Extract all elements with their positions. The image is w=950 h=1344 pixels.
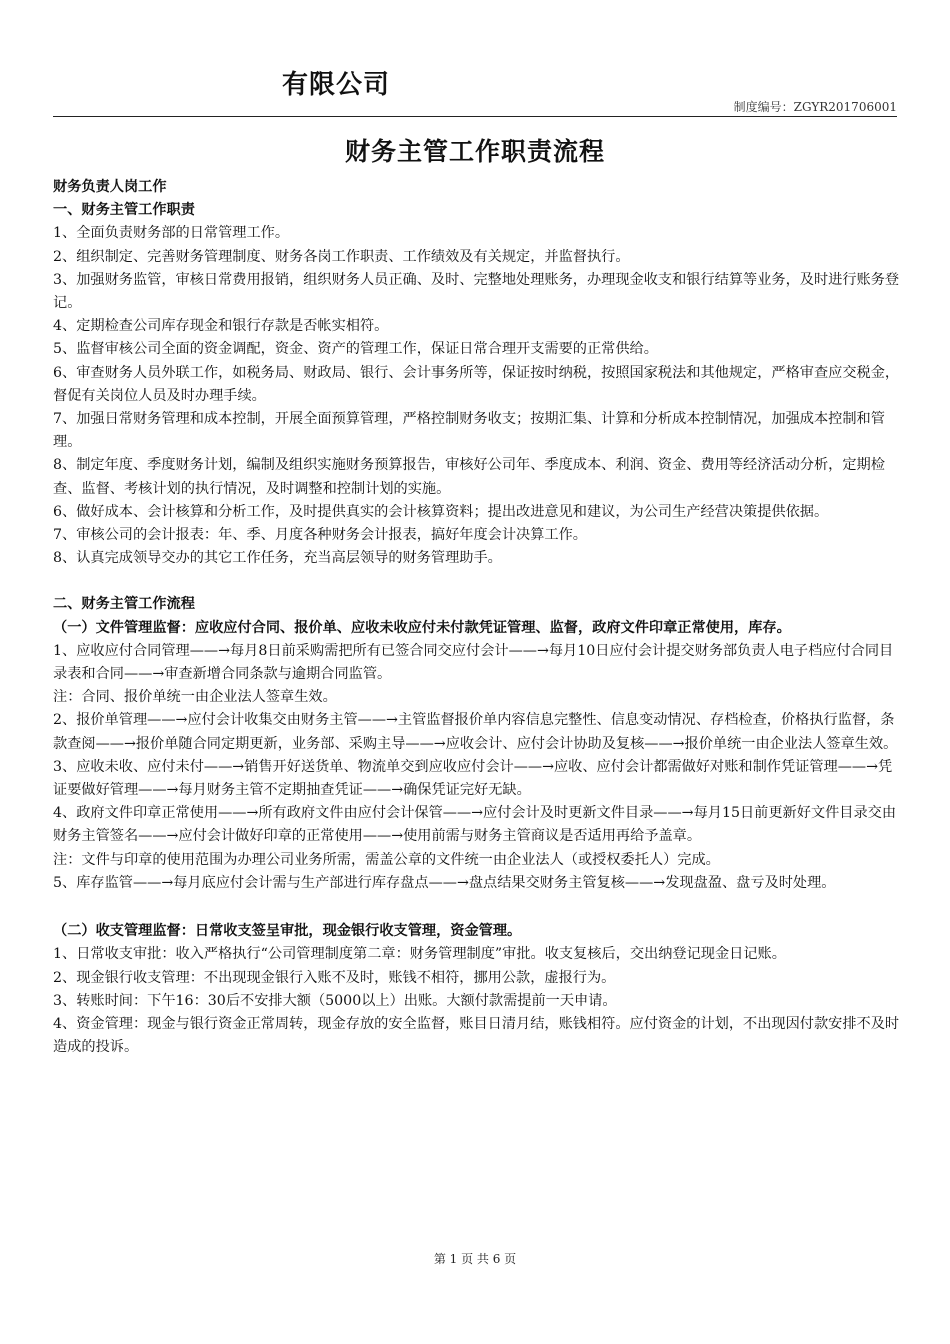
list-item: 2、现金银行收支管理：不出现现金银行入账不及时，账钱不相符，挪用公款，虚报行为。 — [53, 969, 616, 986]
subsection-heading-documents: （一）文件管理监督：应收应付合同、报价单、应收未收应付未付款凭证管理、监督，政府文件印章正常使用，库存。 — [53, 619, 791, 636]
list-item: 注：合同、报价单统一由企业法人签章生效。 — [53, 689, 337, 706]
list-item: 1、日常收支审批：收入严格执行“公司管理制度第二章：财务管理制度”审批。收支复核后，交出纳登记现金日记账。 — [53, 946, 786, 963]
duties-list — [53, 222, 901, 570]
list-item: 4、定期检查公司库存现金和银行存款是否帐实相符。 — [53, 318, 389, 335]
header-divider — [53, 116, 897, 117]
company-name: 有限公司 — [282, 70, 391, 100]
list-item: 8、认真完成领导交办的其它工作任务，充当高层领导的财务管理助手。 — [53, 550, 502, 567]
page-footer: 第 1 页 共 6 页 — [433, 1252, 517, 1266]
document-number: 制度编号：ZGYR201706001 — [733, 100, 897, 114]
list-item: 注：文件与印章的使用范围为办理公司业务所需，需盖公章的文件统一由企业法人（或授权委托人）完成。 — [53, 851, 720, 868]
list-item: 2、报价单管理——→应付会计收集交由财务主管——→主管监督报价单内容信息完整性、信息变动情况、存档检查，价格执行监督，条款查阅——→报价单随合同定期更新，业务部、采购主导——→应收会计、应付会计协助及复核——→报价单统一由企业法人签章生效。 — [53, 712, 898, 752]
list-item: 2、组织制定、完善财务管理制度、财务各岗工作职责、工作绩效及有关规定，并监督执行。 — [53, 248, 630, 265]
list-item: 7、加强日常财务管理和成本控制，开展全面预算管理，严格控制财务收支；按期汇集、计算和分析成本控制情况，加强成本控制和管理。 — [53, 411, 885, 451]
section-heading-duties: 一、财务主管工作职责 — [53, 202, 195, 219]
section-label: 财务负责人岗工作 — [53, 179, 167, 195]
list-item: 5、监督审核公司全面的资金调配，资金、资产的管理工作，保证日常合理开支需要的正常供给。 — [53, 341, 658, 358]
list-item: 4、资金管理：现金与银行资金正常周转，现金存放的安全监督，账目日清月结，账钱相符。应付资金的计划，不出现因付款安排不及时造成的投诉。 — [53, 1015, 900, 1056]
list-item: 3、应收未收、应付未付——→销售开好送货单、物流单交到应收应付会计——→应收、应付会计都需做好对账和制作凭证管理——→凭证要做好管理——→每月财务主管不定期抽查凭证——→确保凭证完好无缺。 — [53, 758, 893, 799]
subsection-heading-payments: （二）收支管理监督：日常收支签呈审批，现金银行收支管理，资金管理。 — [53, 923, 522, 940]
list-item: 6、审查财务人员外联工作，如税务局、财政局、银行、会计事务所等，保证按时纳税，按照国家税法和其他规定，严格审查应交税金，督促有关岗位人员及时办理手续。 — [53, 364, 900, 404]
payments-list — [53, 943, 901, 1059]
list-item: 3、加强财务监管，审核日常费用报销，组织财务人员正确、及时、完整地处理账务，办理现金收支和银行结算等业务，及时进行账务登记。 — [53, 271, 900, 312]
spacer — [53, 570, 901, 593]
list-item: 1、应收应付合同管理——→每月8日前采购需把所有已签合同交应付会计——→每月10日应付会计提交财务部负责人电子档应付合同目录表和合同——→审查新增合同条款与逾期合同监管。 — [53, 642, 894, 683]
document-body — [53, 176, 901, 1059]
documents-list — [53, 640, 901, 895]
list-item: 3、转账时间：下午16：30后不安排大额（5000以上）出账。大额付款需提前一天申请。 — [53, 992, 617, 1009]
document-title: 财务主管工作职责流程 — [344, 137, 605, 166]
list-item: 1、全面负责财务部的日常管理工作。 — [53, 225, 290, 242]
list-item: 4、政府文件印章正常使用——→所有政府文件由应付会计保管——→应付会计及时更新文件目录——→每月15日前更新好文件目录交由财务主管签名——→应付会计做好印章的正常使用——→使用前需与财务主管商议是否适用再给予盖章。 — [53, 805, 897, 845]
spacer — [53, 895, 901, 920]
section-heading-workflow: 二、财务主管工作流程 — [53, 596, 195, 613]
list-item: 6、做好成本、会计核算和分析工作，及时提供真实的会计核算资料；提出改进意见和建议，为公司生产经营决策提供依据。 — [53, 503, 829, 520]
list-item: 7、审核公司的会计报表：年、季、月度各种财务会计报表，搞好年度会计决算工作。 — [53, 527, 587, 544]
list-item: 5、库存监管——→每月底应付会计需与生产部进行库存盘点——→盘点结果交财务主管复核——→发现盘盈、盘亏及时处理。 — [53, 874, 836, 891]
list-item: 8、制定年度、季度财务计划，编制及组织实施财务预算报告，审核好公司年、季度成本、利润、资金、费用等经济活动分析，定期检查、监督、考核计划的执行情况，及时调整和控制计划的实施。 — [53, 457, 885, 497]
